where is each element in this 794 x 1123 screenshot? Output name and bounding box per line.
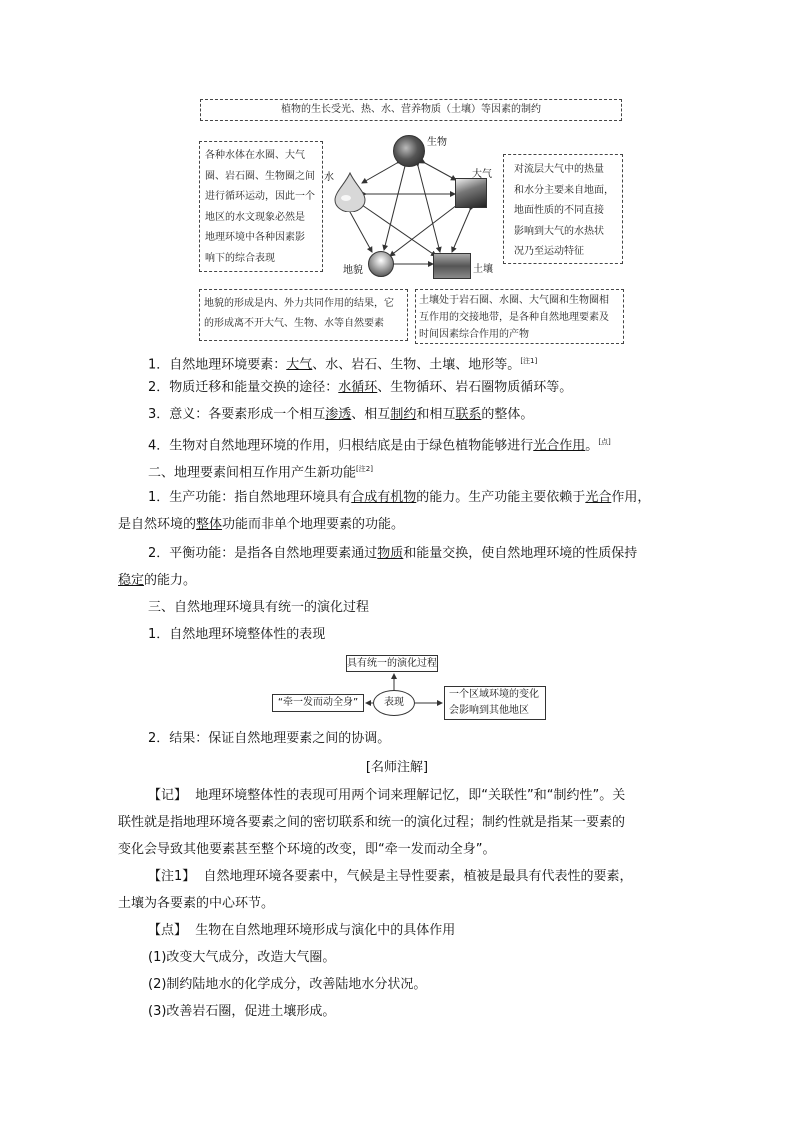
flow-top-box: 具有统一的演化过程 xyxy=(346,655,438,672)
production-function-line-2: 是自然环境的整体功能而非单个地理要素的功能。 xyxy=(118,517,405,532)
note-1-line-1: 【注1】 自然地理环境各要素中，气候是主导性要素，植被是最具有代表性的要素， xyxy=(148,869,633,884)
balance-function-line-1: 2．平衡功能：是指各自然地理要素通过物质和能量交换，使自然地理环境的性质保持 xyxy=(148,546,638,561)
flow-right-box: 一个区域环境的变化 会影响到其他地区 xyxy=(444,686,546,720)
subheading-3-2: 2．结果：保证自然地理要素之间的协调。 xyxy=(148,731,391,746)
water-node-label: 水 xyxy=(324,172,334,183)
section-heading-3: 三、自然地理环境具有统一的演化过程 xyxy=(148,600,370,615)
memory-note-line-3: 变化会导致其他要素甚至整个环境的改变，即“牵一发而动全身”。 xyxy=(118,842,496,857)
point-item-1: (1)改变大气成分，改造大气圈。 xyxy=(148,950,336,965)
section-heading-2: 二、地理要素间相互作用产生新功能[注2] xyxy=(148,465,373,481)
interaction-arrows xyxy=(0,0,794,360)
point-note-line-1: 【点】 生物在自然地理环境形成与演化中的具体作用 xyxy=(148,923,456,938)
soil-description-box: 土壤处于岩石圈、水圈、大气圈和生物圈相 互作用的交接地带，是各种自然地理要素及 时间因素综合作用的产物 xyxy=(415,289,624,344)
item-2: 2．物质迁移和能量交换的途径：水循环、生物循环、岩石圈物质循环等。 xyxy=(148,380,573,395)
water-description-box: 各种水体在水圈、大气 圈、岩石圈、生物圈之间 进行循环运动，因此一个 地区的水文现象必然是 地理环境中各种因素影 响下的综合表现 xyxy=(199,141,323,272)
item-1: 1．自然地理环境要素：大气、水、岩石、生物、土壤、地形等。[注1] xyxy=(148,357,538,373)
biology-node-label: 生物 xyxy=(427,137,447,148)
flow-center-ellipse: 表现 xyxy=(373,690,415,716)
balance-function-line-2: 稳定的能力。 xyxy=(118,573,197,588)
soil-node-label: 土壤 xyxy=(473,264,493,275)
note-1-line-2: 土壤为各要素的中心环节。 xyxy=(118,896,275,911)
biology-node-image xyxy=(393,135,425,167)
landform-node-label: 地貌 xyxy=(343,265,363,276)
plant-constraint-box: 植物的生长受光、热、水、营养物质（土壤）等因素的制约 xyxy=(200,99,622,121)
atmosphere-description-box: 对流层大气中的热量 和水分主要来自地面， 地面性质的不同直接 影响到大气的水热状 况乃至运动特征 xyxy=(503,154,623,264)
teacher-notes-title: [名师注解] xyxy=(365,760,429,775)
water-drop-icon xyxy=(333,172,367,212)
point-item-3: (3)改善岩石圈，促进土壤形成。 xyxy=(148,1004,336,1019)
landform-description-box: 地貌的形成是内、外力共同作用的结果，它 的形成离不开大气、生物、水等自然要素 xyxy=(199,289,408,341)
subheading-3-1: 1．自然地理环境整体性的表现 xyxy=(148,627,326,642)
point-item-2: (2)制约陆地水的化学成分，改善陆地水分状况。 xyxy=(148,977,427,992)
item-3: 3．意义：各要素形成一个相互渗透、相互制约和相互联系的整体。 xyxy=(148,407,534,422)
item-4: 4．生物对自然地理环境的作用，归根结底是由于绿色植物能够进行光合作用。[点] xyxy=(148,438,611,454)
atmosphere-node-image xyxy=(455,178,487,208)
landform-node-image xyxy=(368,251,394,277)
flow-arrows xyxy=(0,640,794,730)
atmosphere-node-label: 大气 xyxy=(472,169,492,180)
memory-note-line-2: 联性就是指地理环境各要素之间的密切联系和统一的演化过程；制约性就是指某一要素的 xyxy=(118,815,626,830)
memory-note-line-1: 【记】 地理环境整体性的表现可用两个词来理解记忆，即“关联性”和“制约性”。关 xyxy=(148,788,626,803)
production-function-line-1: 1．生产功能：指自然地理环境具有合成有机物的能力。生产功能主要依赖于光合作用， xyxy=(148,490,651,505)
flow-left-box: “牵一发而动全身” xyxy=(272,694,364,712)
soil-node-image xyxy=(433,253,471,279)
